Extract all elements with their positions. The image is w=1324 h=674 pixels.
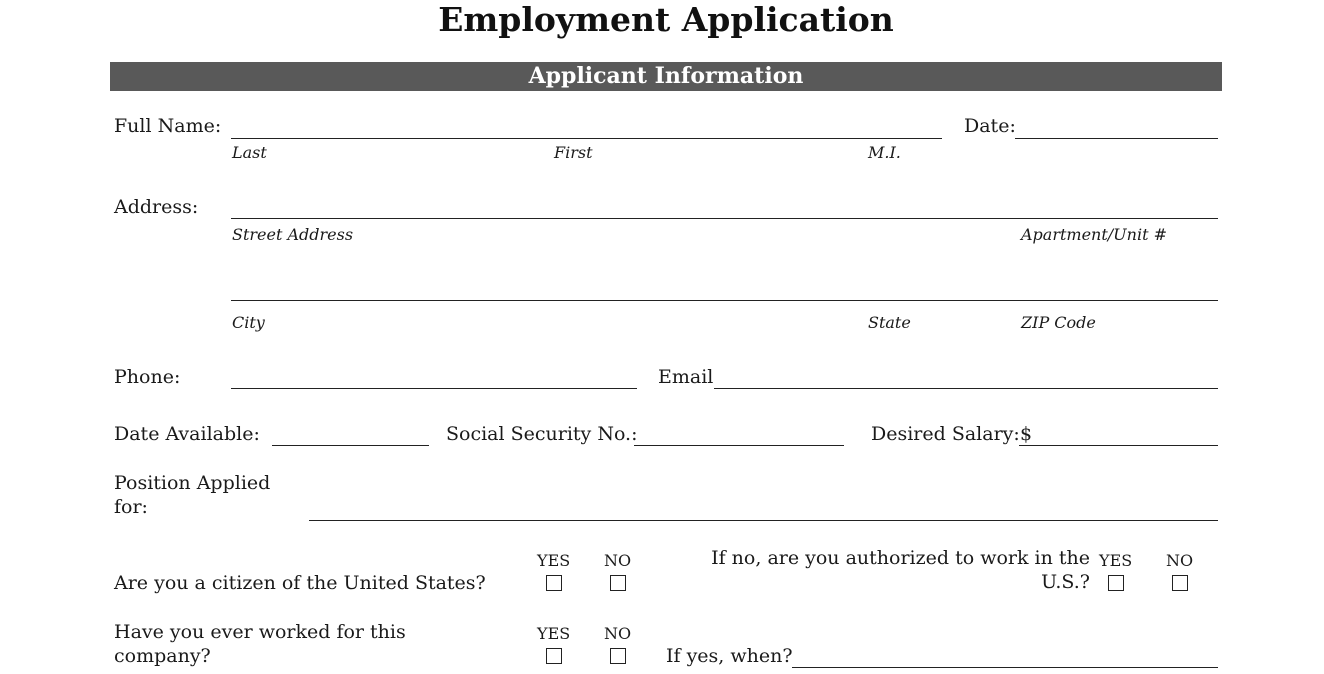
citizen-yes-label: YES [537,551,571,570]
zip-caption: ZIP Code [1021,313,1096,332]
citizen-no-checkbox[interactable] [610,575,626,591]
worked-yes-checkbox[interactable] [546,648,562,664]
date-label: Date: [964,115,1016,137]
ssn-label: Social Security No.: [446,423,638,445]
position-input[interactable] [309,520,1218,521]
last-caption: Last [232,143,267,162]
worked-yes-label: YES [537,624,571,643]
authorized-question: If no, are you authorized to work in the U.S.? [711,547,1090,593]
address-label: Address: [114,196,199,218]
section-header: Applicant Information [110,62,1222,91]
worked-no-checkbox[interactable] [610,648,626,664]
mi-caption: M.I. [868,143,901,162]
apartment-caption: Apartment/Unit # [1021,225,1168,244]
worked-no-label: NO [604,624,632,643]
last-name-input[interactable] [231,138,554,139]
email-label: Email [658,366,714,388]
phone-input[interactable] [231,388,637,389]
city-caption: City [232,313,265,332]
citizen-no-label: NO [604,551,632,570]
authorized-no-checkbox[interactable] [1172,575,1188,591]
state-input[interactable] [868,300,1021,301]
authorized-yes-checkbox[interactable] [1108,575,1124,591]
first-caption: First [554,143,593,162]
worked-before-question: Have you ever worked for this company? [114,621,406,667]
authorized-no-label: NO [1166,551,1194,570]
middle-initial-input[interactable] [868,138,942,139]
desired-salary-label: Desired Salary: [871,423,1020,445]
state-caption: State [868,313,911,332]
if-yes-when-label: If yes, when? [666,645,793,667]
date-available-label: Date Available: [114,423,260,445]
date-input[interactable] [1015,138,1218,139]
apartment-input[interactable] [1021,218,1218,219]
form-title: Employment Application [438,0,894,39]
if-yes-when-input[interactable] [792,667,1218,668]
full-name-label: Full Name: [114,115,222,137]
citizen-question: Are you a citizen of the United States? [114,572,486,594]
authorized-yes-label: YES [1099,551,1133,570]
date-available-input[interactable] [272,445,429,446]
position-label: Position Applied for: [114,472,271,518]
phone-label: Phone: [114,366,181,388]
city-input[interactable] [231,300,868,301]
first-name-input[interactable] [554,138,868,139]
dollar-sign: $ [1020,423,1033,445]
ssn-input[interactable] [634,445,844,446]
desired-salary-input[interactable] [1019,445,1218,446]
street-address-input[interactable] [231,218,1021,219]
zip-input[interactable] [1021,300,1218,301]
email-input[interactable] [714,388,1218,389]
citizen-yes-checkbox[interactable] [546,575,562,591]
street-caption: Street Address [232,225,354,244]
